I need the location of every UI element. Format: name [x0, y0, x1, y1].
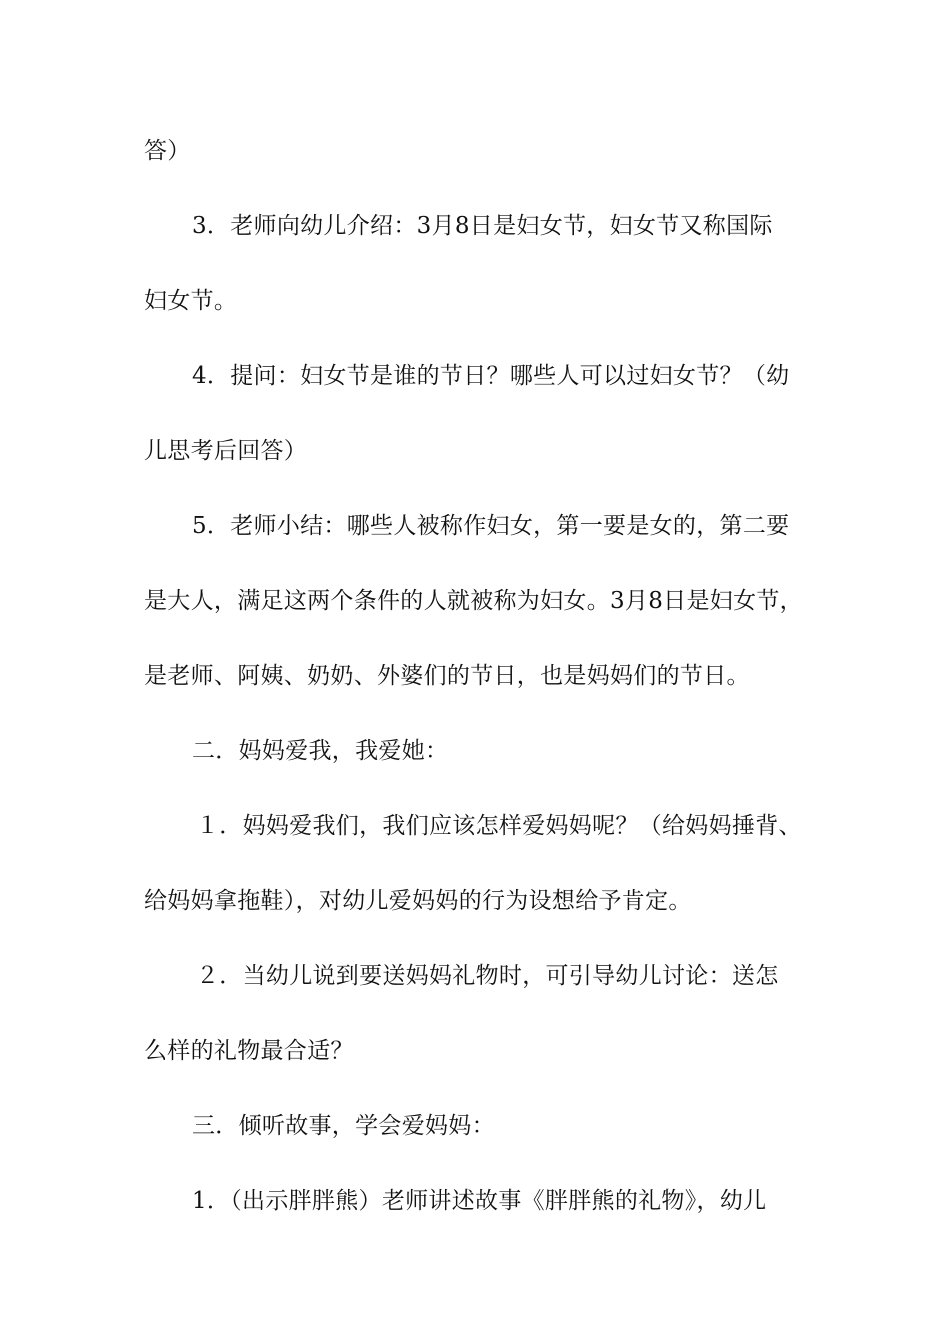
text-line: 妇女节。 [144, 288, 238, 314]
text-line: 3．老师向幼儿介绍：3月8日是妇女节，妇女节又称国际 [192, 213, 773, 239]
section-heading: 三．倾听故事，学会爱妈妈： [192, 1113, 495, 1139]
text-line: 5．老师小结：哪些人被称作妇女，第一要是女的，第二要 [192, 513, 790, 539]
text-line: 答） [144, 138, 191, 164]
text-line: ２．当幼儿说到要送妈妈礼物时，可引导幼儿讨论：送怎 [196, 963, 779, 989]
text-line: 是大人，满足这两个条件的人就被称为妇女。3月8日是妇女节， [144, 588, 803, 614]
text-line: １．妈妈爱我们，我们应该怎样爱妈妈呢？（给妈妈捶背、 [196, 813, 802, 839]
text-line: 是老师、阿姨、奶奶、外婆们的节日，也是妈妈们的节日。 [144, 663, 750, 689]
text-line: 儿思考后回答） [144, 438, 308, 464]
text-line: 给妈妈拿拖鞋），对幼儿爱妈妈的行为设想给予肯定。 [144, 888, 692, 914]
text-line: 1．（出示胖胖熊）老师讲述故事《胖胖熊的礼物》，幼儿 [192, 1188, 767, 1214]
text-line: 么样的礼物最合适？ [144, 1038, 354, 1064]
text-line: 4．提问：妇女节是谁的节日？哪些人可以过妇女节？（幼 [192, 363, 790, 389]
section-heading: 二．妈妈爱我，我爱她： [192, 738, 449, 764]
